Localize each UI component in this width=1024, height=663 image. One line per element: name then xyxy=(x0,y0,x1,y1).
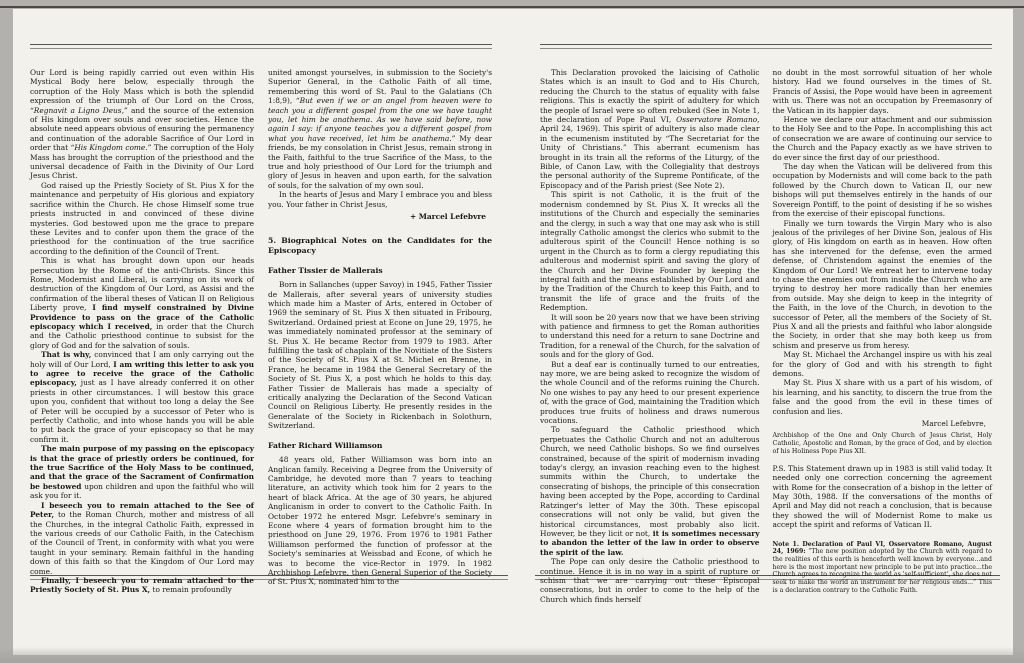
paragraph xyxy=(30,68,254,181)
text-run: Finally, I beseech you to remain attached to the Priestly Society of St. Pius X, xyxy=(30,575,254,595)
scan-top-edge-line xyxy=(0,6,1024,8)
text-run: it is sometimes necessary to abandon the letter of the law in order to observe the spirit of the law. xyxy=(540,528,760,557)
paragraph xyxy=(30,181,254,256)
text-run: to the Roman Church, mother and mistress of all the Churches, in the integral Catholic Faith, expressed in the various creeds of our Catholic Faith, in the Catechism of the Council of Trent, in conformity with what you were taught in your seminary. Remain faithful in the handing down of this faith so that the Kingdom of Our Lord may come. xyxy=(30,510,254,576)
text-run: This is what has brought down upon our heads persecution by the Rome of the anti-Christs. Since this Rome, Modernist and Liberal, is carrying on its work of destruction of the Kingdom of Our Lord, as Assisi and the confirmation of the liberal theses of Vatican II on Religious Liberty prove, xyxy=(30,256,254,313)
text-run: God raised up the Priestly Society of St. Pius X for the maintenance and perpetuity of His glorious and expiatory sacrifice within the Church. He chose Himself some true priests instructed in and convinced of these divine mysteries. God bestowed upon me the grace to prepare these Levites and to confer upon them the grace of the priesthood for the continuation of the true sacrifice according to the definition of the Council of Trent. xyxy=(30,180,254,256)
paragraph xyxy=(540,68,760,190)
text-run: The main purpose of my passing on the episcopacy is that the grace of priestly orders be continued, for the true Sacrifice of the Holy Mass to be continued, and that the grace of the Sacrament of Confirmation be bestowed xyxy=(30,444,254,491)
text-run: + Marcel Lefebvre xyxy=(409,212,486,222)
page-right-columns xyxy=(540,68,992,604)
sub-heading xyxy=(268,266,492,276)
paragraph xyxy=(540,425,760,557)
paragraph xyxy=(30,576,254,595)
text-run: April 24, 1969). This spirit of adultery is also made clear in the ecumenism instituted by “The Secretariat for the Unity of Christians.” This aberrant ecumenism has brought in its train all the reforms of the Liturgy, of the Bible, of Canon Law, with the Collegiality that destroys the personal authority of the Supreme Pontificate, of the Episcopacy and of the Parish priest (See Note 2). xyxy=(540,124,760,190)
text-run: Our Lord is being rapidly carried out even within His Mystical Body here below, especially through the corruption of the Holy Mass which is both the splendid expression of the triumph of Our Lord on the Cross, xyxy=(30,68,254,106)
text-run: I find myself constrained by Divine Providence to pass on the grace of the Catholic episcopacy which I received, xyxy=(30,303,254,331)
signature xyxy=(773,419,987,428)
text-run: This spirit is not Catholic, it is the fruit of the modernism condemned by St. Pius X. It wrecks all the institutions of the Church and especially the seminaries and the clergy, in such a way that one may ask who is still integrally Catholic amongst the clerics who submit to the adulterous spirit of the Council! Hence nothing is so urgent in the Church as to form a clergy repudiating this adulterous and modernist spirit and saving the glory of the Church and her Divine Founder by keeping the integral faith and the means established by Our Lord and by the Tradition of the Church to keep this Faith, and to transmit the life of grace and the fruits of the Redemption. xyxy=(540,190,760,313)
text-run: The Pope can only desire the Catholic priesthood to continue. Hence it is in no way in a spirit of rupture or schism that we are carrying out these Episcopal consecrations, but in order to come to the help of the Church which finds herself xyxy=(540,557,760,604)
text-column-2 xyxy=(268,68,492,595)
text-run: united amongst yourselves, in submission to the Society's Superior General, in the Catholic Faith of all time, remembering this word of St. Paul to the Galatians (Ch 1:8,9), xyxy=(268,68,492,106)
text-run: May St. Michael the Archangel inspire us with his zeal for the glory of God and with his strength to fight demons. xyxy=(772,350,992,378)
text-run: in order that the Church and the Catholic priesthood continue to subsist for the glory of God and for the salvation of souls. xyxy=(30,321,254,350)
paragraph xyxy=(540,557,760,604)
text-run: Marcel Lefebvre, xyxy=(921,419,986,429)
text-run: “Regnavit a Ligno Deus,” xyxy=(30,105,128,115)
text-run: But a deaf ear is continually turned to our entreaties, nay more, we are being asked to recognize the wisdom of the whole Council and of the reforms ruining the Church. No one wishes to pay any heed to our present experience of, with the grace of God, maintaining the Tradition which produces true fruits of holiness and draws numerous vocations. xyxy=(540,359,760,426)
text-run: I beseech you to remain attached to the See of Peter, xyxy=(30,500,254,520)
text-run: The day when the Vatican will be delivered from this occupation by Modernists and will come back to the path followed by the Church down to Vatican II, our new bishops will put themselves entirely in the hands of our Sovereign Pontiff, to the point of desisting if he so wishes from the exercise of their episcopal functions. xyxy=(772,162,992,219)
text-run: I am writing this letter to ask you to agree to receive the grace of the Catholic episcopacy, xyxy=(30,359,255,388)
paragraph xyxy=(268,280,492,431)
text-run: 48 years old, Father Williamson was born into an Anglican family. Receiving a Degree from the University of Cambridge, he devoted more than 7 years to teaching literature, an activity which took him for 2 years to the heart of black Africa. At the age of 30 years, he abjured Anglicanism in order to convert to the Catholic Faith. In October 1972 he entered Msgr. Lefebvre's seminary in Econe where 4 years of formation brought him to the priesthood on June 29, 1976. From 1976 to 1981 Father Williamson performed the function of professor at the Society's seminaries at Weissbad and Econe, of which he was to become the vice-Rector in 1979. In 1982 Archbishop Lefebvre, then General Superior of the Society of St. Pius X, nominated him to the xyxy=(268,455,492,587)
page-left-header-rule xyxy=(30,44,492,49)
paragraph xyxy=(30,256,254,350)
text-run: Born in Sallanches (upper Savoy) in 1945, Father Tissier de Mallerais, after several years of university studies which made him a Master of Arts, entered in October of 1969 the seminary of St. Pius X then situated in Fribourg, Switzerland. Ordained priest at Econe on June 29, 1975, he was immediately nominated professor at the seminary of St. Pius X. He became Rector from 1979 to 1983. After fulfilling the task of chaplain of the Novitiate of the Sisters of the Society of St. Pius X at St. Michel en Brenne, in France, he became in 1984 the General Secretary of the Society of St. Pius X, a post which he holds to this day. Father Tissier de Mallerais has made a specialty of critically analyzing the Declaration of the Second Vatican Council on Religious Liberty. He presently resides in the Generalate of the Society in Rickenbach in Solothurn, Switzerland. xyxy=(268,280,492,431)
page-left-columns xyxy=(30,68,492,595)
text-run: “His Kingdom come.” xyxy=(70,143,152,153)
text-run: It will soon be 20 years now that we have been striving with patience and firmness to get the Roman authorities to understand this need for a return to sane Doctrine and Tradition, for a renewal of the Church, for the salvation of souls and for the glory of God. xyxy=(540,312,760,360)
text-column-3 xyxy=(540,68,760,604)
text-run: Finally we turn towards the Virgin Mary who is also jealous of the privileges of her Divine Son, jealous of His glory, of His kingdom on earth as in heaven. How often has she intervened for the defense, even the armed defense, of Christendom against the enemies of the Kingdom of Our Lord! We entreat her to intervene today to chase the enemies out from inside the Church who are trying to destroy her more radically than her enemies from outside. May she deign to keep in the integrity of the Faith, in the love of the Church, in devotion to the successor of Peter, all the members of the Society of St. Pius X and all the priests and faithful who labor alongside the Society, in order that she may both keep us from schism and preserve us from heresy. xyxy=(772,218,992,350)
text-run: My dear friends, be my consolation in Christ Jesus, remain strong in the Faith, faithful to the true Sacrifice of the Mass, to the true and holy priesthood of Our Lord for the triumph and glory of Jesus in heaven and upon earth, for the salvation of souls, for the salvation of my own soul. xyxy=(268,133,492,190)
paragraph xyxy=(268,68,492,190)
paragraph xyxy=(30,444,254,500)
paragraph xyxy=(540,360,760,426)
text-run: Father Tissier de Mallerais xyxy=(268,265,383,275)
text-run: “But even if we or an angel from heaven were to teach you a different gospel from the one we have taught you, let him be anathema. As we have said before, now again I say: if anyone teaches you a different gospel from what you have received, let him be anathema.” xyxy=(268,96,492,143)
paragraph xyxy=(268,455,492,587)
paragraph xyxy=(30,350,254,444)
text-run: Father Richard Williamson xyxy=(268,440,383,450)
text-run: Osservatore Romano, xyxy=(676,115,760,125)
text-column-1 xyxy=(30,68,254,595)
credentials-line xyxy=(773,432,993,455)
paragraph xyxy=(773,378,993,416)
paragraph xyxy=(540,313,760,360)
section-heading xyxy=(268,236,492,256)
text-run: “The new position adopted by the Church with regard to the realities of this earth is henceforth well known by everyone...and here is the most important new principle to be put into practice...the Church agrees to recognize the world as 'self-sufficient', she does not seek to make the world an instrument for her religious ends...” This is a declaration contrary to the Catholic Faith. xyxy=(772,548,992,594)
text-run: P.S. This Statement drawn up in 1983 is still valid today. It needed only one correction concerning the agreement with Rome for the consecration of a bishop in the letter of May 30th, 1988. If the conversations of the months of April and May did not reach a conclusion, that is because they showed the will of Modernist Rome to make us accept the spirit and reforms of Vatican II. xyxy=(772,463,992,530)
paragraph xyxy=(773,350,993,378)
paragraph xyxy=(773,219,993,351)
paragraph xyxy=(773,464,993,530)
text-run: This Declaration provoked the laicising of Catholic States which is an insult to God and to His Church, reducing the Church to the status of equality with false religions. This is exactly the spirit of adultery for which the people of Israel were so often rebuked (See in Note 1, the declaration of Pope Paul VI, xyxy=(540,68,760,125)
paragraph xyxy=(773,162,993,218)
text-run: 5. Biographical Notes on the Candidates for the Episcopacy xyxy=(268,235,492,255)
page-right-header-rule xyxy=(540,44,992,49)
text-run: In the hearts of Jesus and Mary I embrace you and bless you. Your father in Christ Jesus, xyxy=(268,190,492,209)
text-run: The corruption of the Holy Mass has brought the corruption of the priesthood and the universal decadence of Faith in the Divinity of Our Lord Jesus Christ. xyxy=(30,143,254,181)
text-run: upon children and upon the faithful who will ask you for it. xyxy=(30,481,254,501)
text-run: convinced that I am only carrying out the holy will of Our Lord, xyxy=(30,350,254,369)
text-column-4 xyxy=(773,68,993,604)
text-run: Note 1. Declaration of Paul VI, Osservatore Romano, August 24, 1969: xyxy=(772,540,992,556)
text-run: and the source of the extension of His kingdom over souls and over societies. Hence the absolute need appears obvious of ensuring the permanency and continuation of the adorable Sacrifice of Our Lord in order that xyxy=(30,105,254,153)
footnote xyxy=(773,541,993,595)
paragraph xyxy=(30,501,254,576)
paragraph xyxy=(773,115,993,162)
text-run: no doubt in the most sorrowful situation of her whole history. Had we found ourselves in the times of St. Francis of Assisi, the Pope would have been in agreement with us. There was not an occupation by Freemasonry of the Vatican in its happier days. xyxy=(772,68,992,115)
text-run: to remain profoundly xyxy=(150,585,232,595)
text-run: May St. Pius X share with us a part of his wisdom, of his learning, and his sanctity, to discern the true from the false and the good from the evil in these times of confusion and lies. xyxy=(772,378,992,416)
text-run: To safeguard the Catholic priesthood which perpetuates the Catholic Church and not an adulterous Church, we need Catholic bishops. So we find ourselves constrained, because of the spirit of modernism invading today's clergy, an invasion reaching even to the highest summits within the Church, to undertake the consecrating of bishops, the principle of this consecration having been accepted by the Pope, according to Cardinal Ratzinger's letter of May the 30th. These episcopal consecrations will not only be valid, but given the historical circumstances, most probably also licit. However, be they licit or not, xyxy=(540,425,760,538)
paragraph xyxy=(540,190,760,312)
text-run: just as I have already conferred it on other priests in other circumstances. I will bestow this grace upon you, confident that without too long a delay the See of Peter will be occupied by a successor of Peter who is perfectly Catholic, and into whose hands you will be able to put back the grace of your episcopacy so that he may confirm it. xyxy=(30,378,254,444)
signature xyxy=(268,212,486,221)
sub-heading xyxy=(268,441,492,451)
paragraph xyxy=(268,190,492,209)
text-run: Hence we declare our attachment and our submission to the Holy See and to the Pope. In accomplishing this act of consecration we are aware of continuing our service to the Church and the Papacy exactly as we have striven to do ever since the first day of our priesthood. xyxy=(772,115,992,162)
paragraph xyxy=(773,68,993,115)
text-run: Archbishop of the One and Only Church of Jesus Christ, Holy Catholic, Apostolic and Roman, by the grace of God, and by election of his Holiness Pope Pius XII. xyxy=(772,432,992,456)
text-run: That is why, xyxy=(41,350,92,360)
